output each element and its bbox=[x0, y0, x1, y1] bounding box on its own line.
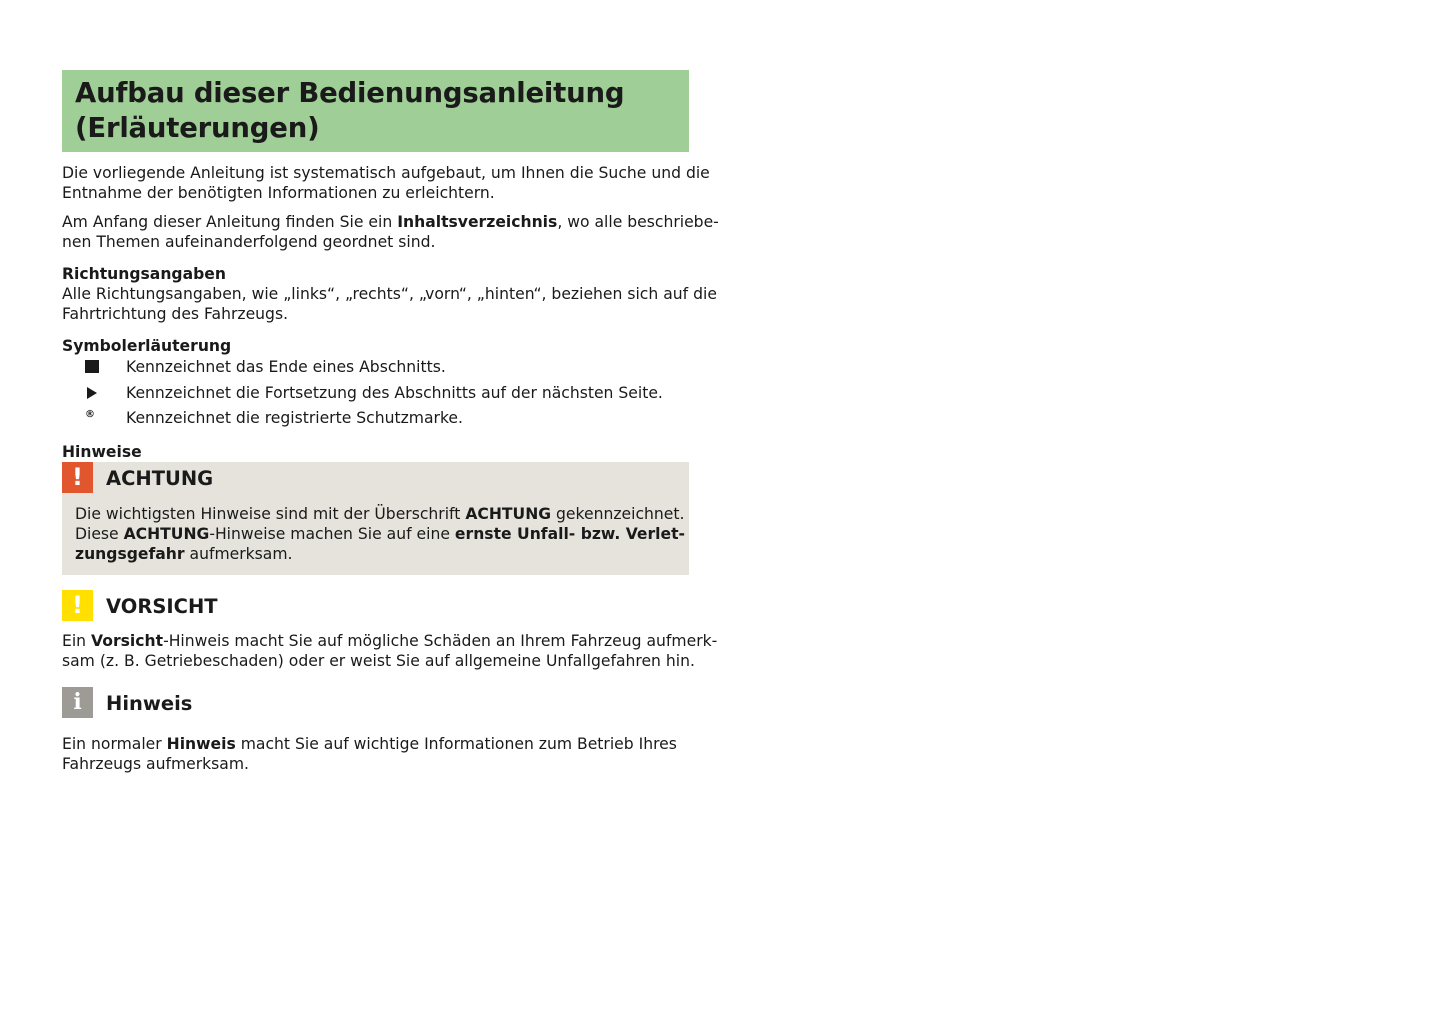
hinweis-line-2: Fahrzeugs aufmerksam. bbox=[62, 754, 250, 773]
achtung-l1-pre: Die wichtigsten Hinweise sind mit der Überschrift bbox=[75, 504, 466, 523]
achtung-l2-mid: -Hinweise machen Sie auf eine bbox=[209, 524, 455, 543]
continue-triangle-icon bbox=[87, 387, 97, 399]
hinweise-heading: Hinweise bbox=[62, 442, 142, 461]
achtung-text bbox=[75, 504, 685, 564]
achtung-l2-pre: Diese bbox=[75, 524, 124, 543]
section-title-line-2: (Erläuterungen) bbox=[75, 112, 320, 144]
vorsicht-line-1 bbox=[62, 631, 718, 651]
symbol-row-end bbox=[62, 357, 689, 383]
intro-p2-line-2: nen Themen aufeinanderfolgend geordnet sind. bbox=[62, 233, 436, 251]
hinweis-header bbox=[62, 687, 689, 729]
achtung-title: ACHTUNG bbox=[106, 466, 214, 490]
richtung-line-1: Alle Richtungsangaben, wie „links“, „rechts“, „vorn“, „hinten“, beziehen sich auf die bbox=[62, 285, 717, 303]
intro-paragraph-1 bbox=[62, 163, 710, 203]
intro-p1-line-2: Entnahme der benötigten Informationen zu erleichtern. bbox=[62, 184, 495, 202]
info-icon: i bbox=[62, 687, 93, 718]
achtung-line-1 bbox=[75, 504, 685, 524]
symbol-text-registered: Kennzeichnet die registrierte Schutzmarke. bbox=[126, 409, 463, 427]
achtung-l1-bold: ACHTUNG bbox=[465, 504, 552, 523]
intro-p2-pre: Am Anfang dieser Anleitung finden Sie ein bbox=[62, 213, 398, 231]
caution-exclamation-icon: ! bbox=[62, 590, 93, 621]
symbol-row-continue bbox=[62, 383, 689, 409]
intro-p2-line-1 bbox=[62, 212, 719, 232]
achtung-l2-bold-1: ACHTUNG bbox=[123, 524, 210, 543]
intro-p2-post: , wo alle beschriebe- bbox=[557, 213, 719, 231]
achtung-line-3 bbox=[75, 544, 685, 564]
manual-page-column bbox=[62, 70, 719, 774]
hinweis-l1-post: macht Sie auf wichtige Informationen zum Betrieb Ihres bbox=[235, 734, 677, 753]
hinweis-l1-pre: Ein normaler bbox=[62, 734, 167, 753]
achtung-l3-bold: zungsgefahr bbox=[75, 544, 185, 563]
intro-p1-line-1: Die vorliegende Anleitung ist systematisch aufgebaut, um Ihnen die Suche und die bbox=[62, 164, 710, 182]
vorsicht-l1-pre: Ein bbox=[62, 631, 92, 650]
symbol-text-continue: Kennzeichnet die Fortsetzung des Abschnitts auf der nächsten Seite. bbox=[126, 383, 663, 402]
symbol-text-end: Kennzeichnet das Ende eines Abschnitts. bbox=[126, 358, 446, 376]
vorsicht-text bbox=[62, 631, 718, 671]
intro-paragraph-2 bbox=[62, 212, 719, 252]
symbol-row-registered bbox=[62, 408, 689, 434]
warning-exclamation-icon: ! bbox=[62, 462, 93, 493]
achtung-l3-post: aufmerksam. bbox=[184, 544, 293, 563]
hinweis-line-1 bbox=[62, 734, 689, 754]
hinweis-l1-bold: Hinweis bbox=[166, 734, 236, 753]
end-square-icon bbox=[85, 360, 99, 373]
richtung-heading: Richtungsangaben bbox=[62, 265, 226, 283]
achtung-box bbox=[62, 462, 689, 575]
vorsicht-header bbox=[62, 590, 689, 631]
section-title-line-1: Aufbau dieser Bedienungsanleitung bbox=[75, 77, 625, 109]
achtung-l2-bold-2: ernste Unfall- bzw. Verlet- bbox=[454, 524, 686, 543]
registered-mark-icon: ® bbox=[85, 409, 95, 420]
hinweis-text bbox=[62, 734, 689, 774]
achtung-line-2 bbox=[75, 524, 685, 544]
symbol-list bbox=[62, 357, 689, 434]
richtung-line-2: Fahrtrichtung des Fahrzeugs. bbox=[62, 305, 289, 323]
richtung-paragraph bbox=[62, 284, 717, 324]
section-title-box bbox=[62, 70, 689, 152]
toc-term: Inhaltsverzeichnis bbox=[397, 213, 558, 231]
vorsicht-l1-post: -Hinweis macht Sie auf mögliche Schäden an Ihrem Fahrzeug aufmerk- bbox=[163, 631, 718, 650]
vorsicht-l1-bold: Vorsicht bbox=[91, 631, 164, 650]
symbol-heading: Symbolerläuterung bbox=[62, 337, 232, 355]
vorsicht-title: VORSICHT bbox=[106, 594, 218, 618]
hinweis-title: Hinweis bbox=[106, 691, 193, 715]
vorsicht-line-2: sam (z. B. Getriebeschaden) oder er weist Sie auf allgemeine Unfallgefahren hin. bbox=[62, 651, 695, 670]
achtung-l1-post: gekennzeichnet. bbox=[551, 504, 685, 523]
